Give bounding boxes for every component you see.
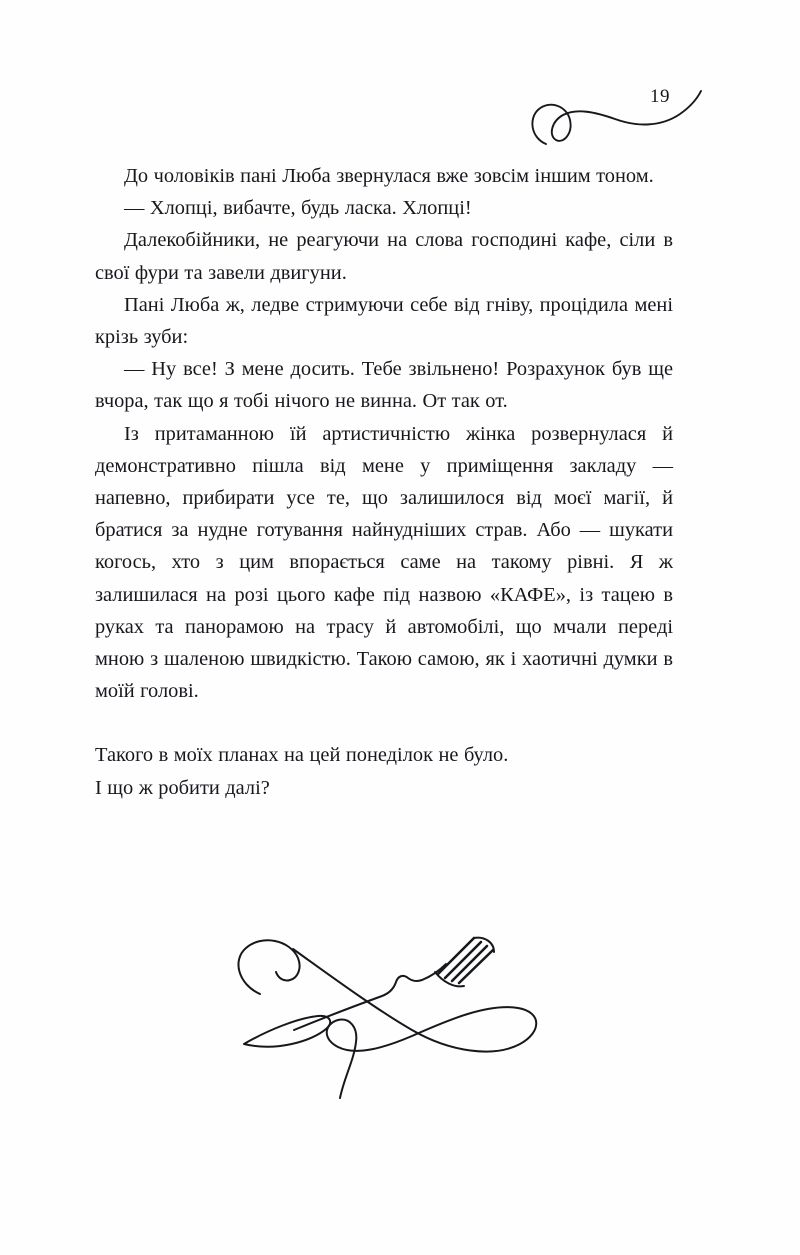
fork-and-knife-flourish-icon [198, 912, 578, 1117]
paragraph: До чоловіків пані Люба звернулася вже зовсім іншим тоном. [124, 165, 654, 187]
page-header [0, 0, 800, 150]
closing-line: І що ж робити далі? [95, 776, 270, 799]
paragraph: Пані Люба ж, ледве стримуючи себе від гніву, процідила мені крізь зуби: [95, 293, 673, 349]
page-number: 19 [650, 86, 670, 107]
paragraph: Далекобійники, не реагуючи на слова господині кафе, сіли в свої фури та завели двигуни. [95, 229, 673, 284]
paragraph-spacer [95, 707, 673, 739]
paragraph: Із притаманною їй артистичністю жінка розвернулася й демонстративно пішла від мене у приміщення закладу — напевно, прибирати усе те, що залишилося від моєї магії, й братися за нудне готування найнудніших страв. Або — шукати когось, хто з цим впорається саме на такому рівні. Я ж залишилася на розі цього кафе під назвою «КАФЕ», із тацею в руках та панорамою на трасу й автомобілі, що мчали переді мною з шаленою швидкістю. Такою самою, як і хаотичні думки в моїй голові. [95, 422, 673, 703]
body-text [95, 160, 673, 804]
paragraph-dialogue: — Хлопці, вибачте, будь ласка. Хлопці! [124, 197, 472, 220]
paragraph-dialogue: — Ну все! З мене досить. Тебе звільнено! Розрахунок був ще вчора, так що я тобі нічого не винна. От так от. [95, 358, 673, 413]
closing-line: Такого в моїх планах на цей понеділок не було. [95, 744, 509, 767]
